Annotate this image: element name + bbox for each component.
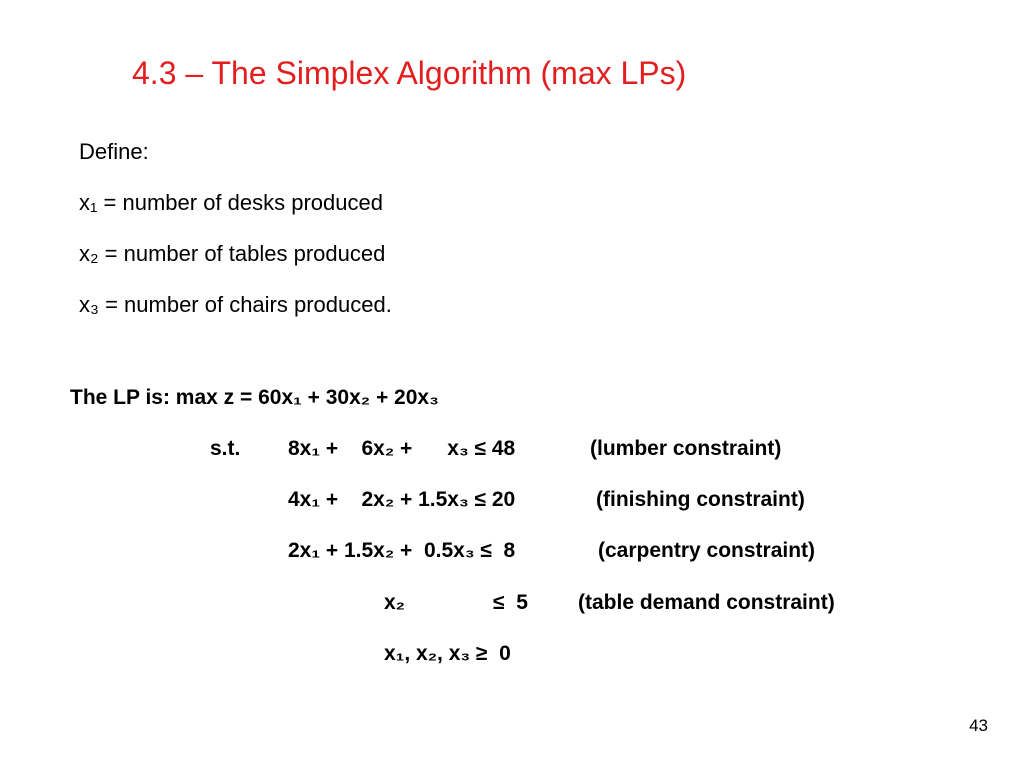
lp-objective: The LP is: max z = 60x₁ + 30x₂ + 20x₃ [70,386,439,409]
definition-x3: x₃ = number of chairs produced. [79,292,392,317]
table-demand-constraint-label: (table demand constraint) [578,591,835,614]
lumber-constraint-label: (lumber constraint) [590,437,782,460]
definition-x2: x₂ = number of tables produced [79,241,386,266]
slide-title: 4.3 – The Simplex Algorithm (max LPs) [132,55,687,91]
define-heading: Define: [79,139,149,164]
nonnegativity-constraint: x₁, x₂, x₃ ≥ 0 [384,642,511,665]
finishing-constraint-label: (finishing constraint) [596,488,805,511]
finishing-constraint-expr: 4x₁ + 2x₂ + 1.5x₃ ≤ 20 [288,488,516,511]
definition-x1: x₁ = number of desks produced [79,190,383,215]
carpentry-constraint-expr: 2x₁ + 1.5x₂ + 0.5x₃ ≤ 8 [288,539,516,562]
subject-to-label: s.t. [210,437,241,460]
table-demand-constraint-var: x₂ [384,591,406,614]
carpentry-constraint-label: (carpentry constraint) [598,539,816,562]
slide-number: 43 [969,716,988,735]
table-demand-constraint-rhs: ≤ 5 [493,591,528,614]
lumber-constraint-expr: 8x₁ + 6x₂ + x₃ ≤ 48 [288,437,516,460]
